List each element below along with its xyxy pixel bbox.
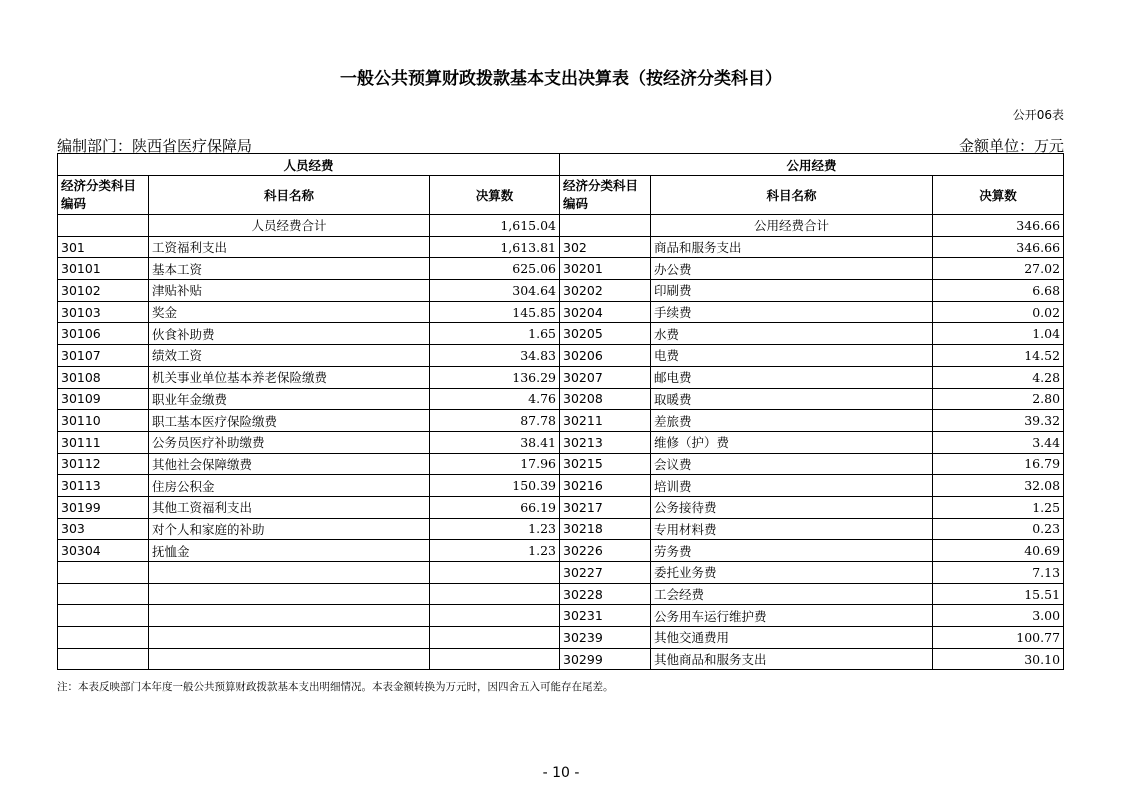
personnel-code-cell: 30106 bbox=[58, 323, 149, 345]
table-row bbox=[58, 280, 1064, 302]
table-row bbox=[58, 540, 1064, 562]
expenditure-table bbox=[57, 153, 1064, 670]
table-code: 公开06表 bbox=[1012, 108, 1064, 122]
public-code-cell: 30211 bbox=[560, 410, 651, 432]
personnel-code-cell bbox=[58, 648, 149, 670]
personnel-code-cell: 30304 bbox=[58, 540, 149, 562]
personnel-code-cell: 30199 bbox=[58, 496, 149, 518]
personnel-name-cell bbox=[149, 605, 430, 627]
table-row bbox=[58, 410, 1064, 432]
public-name-cell: 维修（护）费 bbox=[651, 431, 933, 453]
public-amount-cell: 39.32 bbox=[933, 410, 1064, 432]
personnel-name-cell: 其他工资福利支出 bbox=[149, 496, 430, 518]
page-title: 一般公共预算财政拨款基本支出决算表（按经济分类科目） bbox=[340, 69, 782, 89]
public-amount-cell: 14.52 bbox=[933, 345, 1064, 367]
public-code-cell: 30206 bbox=[560, 345, 651, 367]
public-code-cell: 30208 bbox=[560, 388, 651, 410]
personnel-name-cell bbox=[149, 648, 430, 670]
public-amount-cell: 30.10 bbox=[933, 648, 1064, 670]
personnel-code-cell: 303 bbox=[58, 518, 149, 540]
public-code-cell: 30226 bbox=[560, 540, 651, 562]
personnel-code-cell bbox=[58, 627, 149, 649]
personnel-code-cell: 30112 bbox=[58, 453, 149, 475]
public-name-cell: 水费 bbox=[651, 323, 933, 345]
table-row bbox=[58, 648, 1064, 670]
total-row bbox=[58, 215, 1064, 237]
public-name-cell: 商品和服务支出 bbox=[651, 236, 933, 258]
table-row bbox=[58, 388, 1064, 410]
personnel-code-cell: 30111 bbox=[58, 431, 149, 453]
personnel-name-cell: 抚恤金 bbox=[149, 540, 430, 562]
department-label: 编制部门：陕西省医疗保障局 bbox=[57, 137, 253, 155]
personnel-amount-cell: 4.76 bbox=[430, 388, 560, 410]
personnel-amount-cell: 304.64 bbox=[430, 280, 560, 302]
code-column-header: 经济分类科目编码 bbox=[560, 176, 651, 215]
personnel-code-cell: 30110 bbox=[58, 410, 149, 432]
personnel-name-cell bbox=[149, 627, 430, 649]
footnote: 注：本表反映部门本年度一般公共预算财政拨款基本支出明细情况。本表金额转换为万元时，因四舍五入可能存在尾差。 bbox=[57, 681, 614, 693]
public-name-cell: 培训费 bbox=[651, 475, 933, 497]
public-amount-cell: 6.68 bbox=[933, 280, 1064, 302]
public-total-label: 公用经费合计 bbox=[651, 215, 933, 237]
public-code-cell: 30228 bbox=[560, 583, 651, 605]
public-name-cell: 会议费 bbox=[651, 453, 933, 475]
public-amount-cell: 100.77 bbox=[933, 627, 1064, 649]
code-column-header: 经济分类科目编码 bbox=[58, 176, 149, 215]
public-name-cell: 工会经费 bbox=[651, 583, 933, 605]
personnel-name-cell: 伙食补助费 bbox=[149, 323, 430, 345]
public-code-cell: 30227 bbox=[560, 562, 651, 584]
personnel-code-cell: 30101 bbox=[58, 258, 149, 280]
public-name-cell: 委托业务费 bbox=[651, 562, 933, 584]
table-row bbox=[58, 605, 1064, 627]
group-header-row bbox=[58, 154, 1064, 176]
column-header-row bbox=[58, 176, 1064, 215]
empty-cell bbox=[560, 215, 651, 237]
public-code-cell: 30204 bbox=[560, 301, 651, 323]
public-amount-cell: 16.79 bbox=[933, 453, 1064, 475]
personnel-code-cell bbox=[58, 605, 149, 627]
personnel-name-cell: 公务员医疗补助缴费 bbox=[149, 431, 430, 453]
personnel-name-cell: 机关事业单位基本养老保险缴费 bbox=[149, 366, 430, 388]
personnel-code-cell bbox=[58, 562, 149, 584]
public-code-cell: 30216 bbox=[560, 475, 651, 497]
public-name-cell: 邮电费 bbox=[651, 366, 933, 388]
table-row bbox=[58, 345, 1064, 367]
public-code-cell: 30239 bbox=[560, 627, 651, 649]
personnel-code-cell: 30103 bbox=[58, 301, 149, 323]
public-code-cell: 30217 bbox=[560, 496, 651, 518]
public-amount-cell: 3.44 bbox=[933, 431, 1064, 453]
personnel-amount-cell: 17.96 bbox=[430, 453, 560, 475]
table-row bbox=[58, 236, 1064, 258]
empty-cell bbox=[58, 215, 149, 237]
personnel-amount-cell: 66.19 bbox=[430, 496, 560, 518]
personnel-name-cell: 基本工资 bbox=[149, 258, 430, 280]
page-number: - 10 - bbox=[542, 765, 580, 781]
personnel-name-cell: 住房公积金 bbox=[149, 475, 430, 497]
public-code-cell: 302 bbox=[560, 236, 651, 258]
personnel-code-cell: 30109 bbox=[58, 388, 149, 410]
personnel-amount-cell bbox=[430, 648, 560, 670]
table-row bbox=[58, 366, 1064, 388]
personnel-name-cell: 对个人和家庭的补助 bbox=[149, 518, 430, 540]
table-row bbox=[58, 323, 1064, 345]
personnel-amount-cell: 625.06 bbox=[430, 258, 560, 280]
personnel-name-cell: 职工基本医疗保险缴费 bbox=[149, 410, 430, 432]
amount-column-header: 决算数 bbox=[430, 176, 560, 215]
public-name-cell: 取暖费 bbox=[651, 388, 933, 410]
table-row bbox=[58, 562, 1064, 584]
public-amount-cell: 40.69 bbox=[933, 540, 1064, 562]
public-code-cell: 30202 bbox=[560, 280, 651, 302]
personnel-code-cell bbox=[58, 583, 149, 605]
public-amount-cell: 32.08 bbox=[933, 475, 1064, 497]
personnel-total-label: 人员经费合计 bbox=[149, 215, 430, 237]
public-name-cell: 公务接待费 bbox=[651, 496, 933, 518]
public-code-cell: 30205 bbox=[560, 323, 651, 345]
personnel-code-cell: 30113 bbox=[58, 475, 149, 497]
personnel-amount-cell: 34.83 bbox=[430, 345, 560, 367]
public-amount-cell: 7.13 bbox=[933, 562, 1064, 584]
personnel-code-cell: 30108 bbox=[58, 366, 149, 388]
public-amount-cell: 27.02 bbox=[933, 258, 1064, 280]
table-row bbox=[58, 496, 1064, 518]
personnel-name-cell: 奖金 bbox=[149, 301, 430, 323]
personnel-name-cell: 津贴补贴 bbox=[149, 280, 430, 302]
table-row bbox=[58, 258, 1064, 280]
public-name-cell: 其他交通费用 bbox=[651, 627, 933, 649]
public-amount-cell: 3.00 bbox=[933, 605, 1064, 627]
public-code-cell: 30213 bbox=[560, 431, 651, 453]
name-column-header: 科目名称 bbox=[149, 176, 430, 215]
public-code-cell: 30299 bbox=[560, 648, 651, 670]
public-amount-cell: 0.23 bbox=[933, 518, 1064, 540]
personnel-code-cell: 301 bbox=[58, 236, 149, 258]
table-row bbox=[58, 431, 1064, 453]
personnel-amount-cell: 1,613.81 bbox=[430, 236, 560, 258]
public-amount-cell: 1.25 bbox=[933, 496, 1064, 518]
unit-label: 金额单位：万元 bbox=[958, 137, 1064, 155]
table-row bbox=[58, 301, 1064, 323]
personnel-name-cell: 职业年金缴费 bbox=[149, 388, 430, 410]
personnel-amount-cell: 1.65 bbox=[430, 323, 560, 345]
public-name-cell: 电费 bbox=[651, 345, 933, 367]
personnel-name-cell bbox=[149, 562, 430, 584]
public-amount-cell: 0.02 bbox=[933, 301, 1064, 323]
public-name-cell: 印刷费 bbox=[651, 280, 933, 302]
personnel-group-header: 人员经费 bbox=[58, 154, 560, 176]
personnel-amount-cell bbox=[430, 605, 560, 627]
personnel-amount-cell bbox=[430, 583, 560, 605]
personnel-amount-cell: 38.41 bbox=[430, 431, 560, 453]
public-name-cell: 差旅费 bbox=[651, 410, 933, 432]
personnel-amount-cell: 145.85 bbox=[430, 301, 560, 323]
public-name-cell: 其他商品和服务支出 bbox=[651, 648, 933, 670]
table-row bbox=[58, 627, 1064, 649]
personnel-name-cell: 工资福利支出 bbox=[149, 236, 430, 258]
personnel-amount-cell: 1.23 bbox=[430, 518, 560, 540]
table-row bbox=[58, 453, 1064, 475]
public-name-cell: 办公费 bbox=[651, 258, 933, 280]
public-code-cell: 30201 bbox=[560, 258, 651, 280]
public-amount-cell: 15.51 bbox=[933, 583, 1064, 605]
table-row bbox=[58, 475, 1064, 497]
table-row bbox=[58, 518, 1064, 540]
public-total-amount: 346.66 bbox=[933, 215, 1064, 237]
personnel-code-cell: 30102 bbox=[58, 280, 149, 302]
personnel-total-amount: 1,615.04 bbox=[430, 215, 560, 237]
public-code-cell: 30218 bbox=[560, 518, 651, 540]
personnel-amount-cell: 87.78 bbox=[430, 410, 560, 432]
amount-column-header: 决算数 bbox=[933, 176, 1064, 215]
personnel-amount-cell: 136.29 bbox=[430, 366, 560, 388]
public-amount-cell: 1.04 bbox=[933, 323, 1064, 345]
public-amount-cell: 4.28 bbox=[933, 366, 1064, 388]
public-code-cell: 30231 bbox=[560, 605, 651, 627]
public-code-cell: 30215 bbox=[560, 453, 651, 475]
public-amount-cell: 346.66 bbox=[933, 236, 1064, 258]
personnel-name-cell bbox=[149, 583, 430, 605]
public-name-cell: 公务用车运行维护费 bbox=[651, 605, 933, 627]
public-name-cell: 专用材料费 bbox=[651, 518, 933, 540]
public-group-header: 公用经费 bbox=[560, 154, 1064, 176]
personnel-name-cell: 其他社会保障缴费 bbox=[149, 453, 430, 475]
personnel-amount-cell: 150.39 bbox=[430, 475, 560, 497]
table-row bbox=[58, 583, 1064, 605]
personnel-name-cell: 绩效工资 bbox=[149, 345, 430, 367]
public-name-cell: 手续费 bbox=[651, 301, 933, 323]
personnel-amount-cell: 1.23 bbox=[430, 540, 560, 562]
public-name-cell: 劳务费 bbox=[651, 540, 933, 562]
personnel-amount-cell bbox=[430, 627, 560, 649]
personnel-amount-cell bbox=[430, 562, 560, 584]
public-code-cell: 30207 bbox=[560, 366, 651, 388]
name-column-header: 科目名称 bbox=[651, 176, 933, 215]
public-amount-cell: 2.80 bbox=[933, 388, 1064, 410]
personnel-code-cell: 30107 bbox=[58, 345, 149, 367]
